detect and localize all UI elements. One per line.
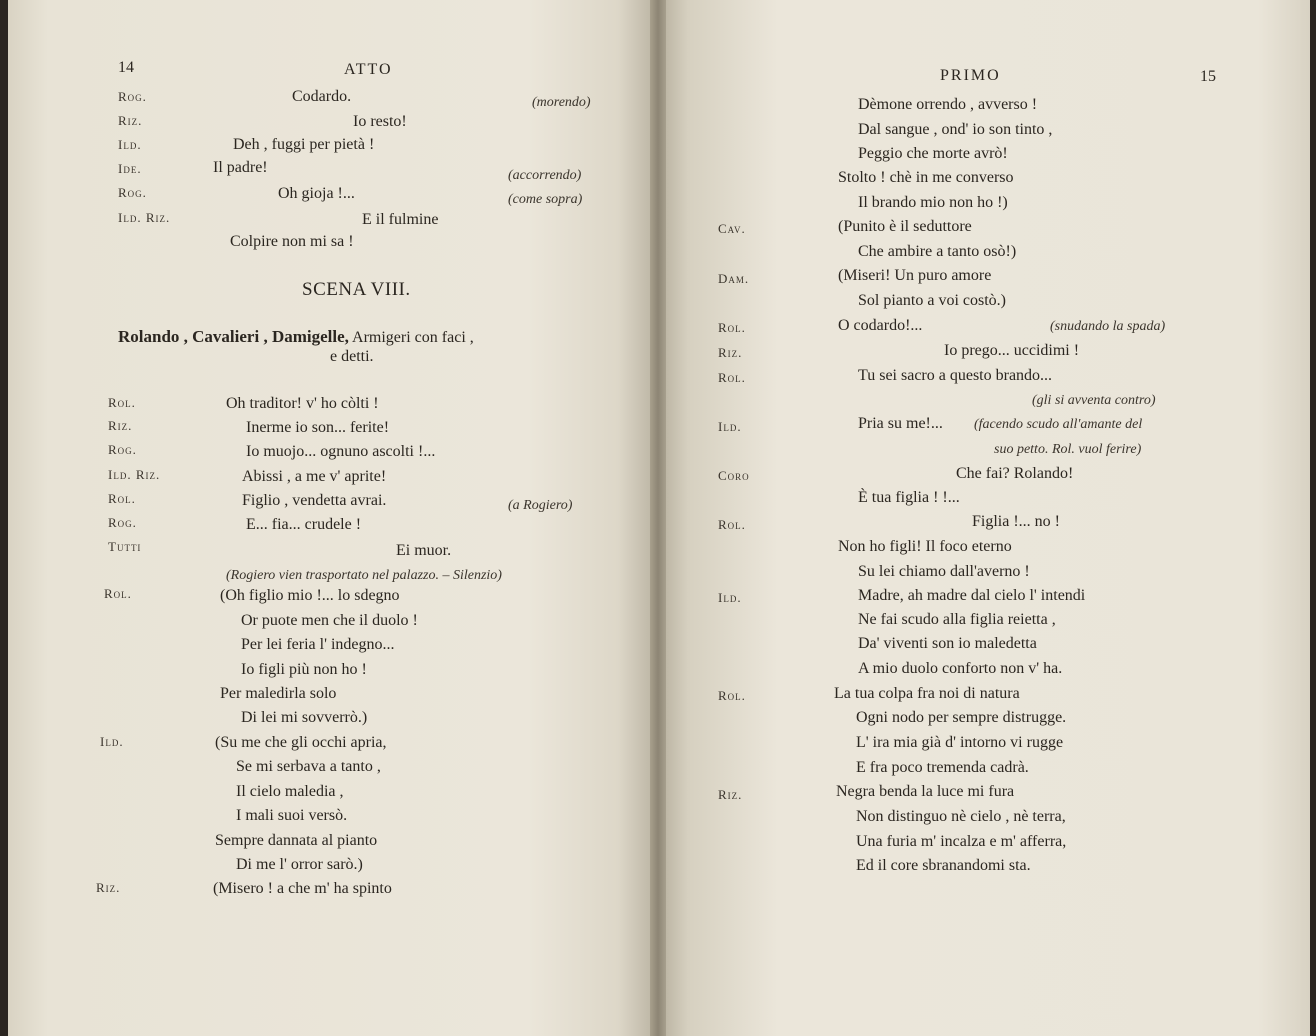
verse-line: Oh gioja !...	[278, 185, 355, 202]
speaker: Tutti	[108, 539, 142, 554]
stage-note: (morendo)	[532, 95, 591, 110]
verse-line: È tua figlia ! !...	[858, 489, 960, 506]
verse-line: O codardo!...	[838, 317, 923, 334]
verse-line: Oh traditor! v' ho còlti !	[226, 395, 379, 412]
stage-note: (a Rogiero)	[508, 498, 573, 513]
speaker: Ild.	[118, 137, 142, 152]
verse-line: Peggio che morte avrò!	[858, 145, 1008, 162]
verse-line: (Oh figlio mio !... lo sdegno	[220, 587, 400, 604]
speaker: Rol.	[108, 395, 136, 410]
verse-line: Sol pianto a voi costò.)	[858, 292, 1006, 309]
verse-line: Per lei feria l' indegno...	[241, 636, 395, 653]
verse-line: Ed il core sbranandomi sta.	[856, 857, 1031, 874]
speaker: Riz.	[718, 345, 743, 360]
speaker: Ild. Riz.	[108, 467, 161, 482]
verse-line: Madre, ah madre dal cielo l' intendi	[858, 587, 1086, 604]
speaker: Rol.	[104, 586, 132, 601]
verse-line: La tua colpa fra noi di natura	[834, 685, 1020, 702]
running-header: PRIMO	[940, 67, 1001, 84]
stage-direction: (Rogiero vien trasportato nel palazzo. – Silenzio)	[226, 568, 502, 583]
verse-line: Una furia m' incalza e m' afferra,	[856, 833, 1067, 850]
speaker: Riz.	[96, 880, 121, 895]
speaker: Ide.	[118, 161, 142, 176]
left-page	[8, 0, 658, 1036]
verse-line: Sempre dannata al pianto	[215, 832, 378, 849]
speaker: Rol.	[718, 320, 746, 335]
speaker: Riz.	[108, 418, 133, 433]
verse-line: E... fia... crudele !	[246, 516, 362, 533]
speaker: Riz.	[118, 113, 143, 128]
verse-line: A mio duolo conforto non v' ha.	[858, 660, 1063, 677]
cast-list	[118, 327, 474, 348]
verse-line: Deh , fuggi per pietà !	[233, 136, 375, 153]
verse-line: Non ho figli! Il foco eterno	[838, 538, 1012, 555]
verse-line: Tu sei sacro a questo brando...	[858, 367, 1053, 384]
verse-line: L' ira mia già d' intorno vi rugge	[856, 734, 1064, 751]
stage-note: (gli si avventa contro)	[1032, 393, 1156, 408]
verse-line: Io prego... uccidimi !	[944, 342, 1080, 359]
verse-line: Figlio , vendetta avrai.	[242, 492, 387, 509]
verse-line: Figlia !... no !	[972, 513, 1060, 530]
verse-line: Non distinguo nè cielo , nè terra,	[856, 808, 1066, 825]
verse-line: Il cielo maledia ,	[236, 783, 344, 800]
verse-line: Abissi , a me v' aprite!	[242, 468, 387, 485]
cast-extras: Armigeri con faci ,	[352, 329, 474, 346]
stage-note: suo petto. Rol. vuol ferire)	[994, 442, 1142, 457]
stage-note: (come sopra)	[508, 192, 583, 207]
speaker: Rol.	[718, 370, 746, 385]
verse-line: Negra benda la luce mi fura	[836, 783, 1015, 800]
verse-line: E fra poco tremenda cadrà.	[856, 759, 1029, 776]
stage-note: (facendo scudo all'amante del	[974, 417, 1143, 432]
verse-line: E il fulmine	[362, 211, 439, 228]
stage-note: (accorrendo)	[508, 168, 582, 183]
book-gutter	[650, 0, 666, 1036]
speaker: Rog.	[108, 442, 137, 457]
speaker: Coro	[718, 468, 750, 483]
speaker: Ild.	[718, 590, 742, 605]
speaker: Ild. Riz.	[118, 210, 171, 225]
verse-line: Che ambire a tanto osò!)	[858, 243, 1017, 260]
verse-line: I mali suoi versò.	[236, 807, 348, 824]
cast-names: Rolando , Cavalieri , Damigelle,	[118, 327, 349, 346]
verse-line: Da' viventi son io maledetta	[858, 635, 1037, 652]
verse-line: Inerme io son... ferite!	[246, 419, 390, 436]
verse-line: Io figli più non ho !	[241, 661, 367, 678]
page-number: 14	[118, 59, 134, 76]
verse-line: (Misero ! a che m' ha spinto	[213, 880, 392, 897]
right-page	[658, 0, 1310, 1036]
verse-line: Dèmone orrendo , avverso !	[858, 96, 1038, 113]
speaker: Rog.	[118, 89, 147, 104]
verse-line: Di lei mi sovverrò.)	[241, 709, 368, 726]
verse-line: Ne fai scudo alla figlia reietta ,	[858, 611, 1056, 628]
verse-line: Or puote men che il duolo !	[241, 612, 418, 629]
speaker: Cav.	[718, 221, 746, 236]
verse-line: Pria su me!...	[858, 415, 943, 432]
speaker: Rog.	[108, 515, 137, 530]
speaker: Dam.	[718, 271, 750, 286]
running-header: ATTO	[344, 61, 393, 78]
verse-line: Se mi serbava a tanto ,	[236, 758, 381, 775]
verse-line: Dal sangue , ond' io son tinto ,	[858, 121, 1053, 138]
verse-line: Ei muor.	[396, 542, 452, 559]
verse-line: Codardo.	[292, 88, 352, 105]
speaker: Rog.	[118, 185, 147, 200]
verse-line: Colpire non mi sa !	[230, 233, 354, 250]
verse-line: (Punito è il seduttore	[838, 218, 972, 235]
verse-line: (Su me che gli occhi apria,	[215, 734, 387, 751]
verse-line: Su lei chiamo dall'averno !	[858, 563, 1030, 580]
verse-line: Di me l' orror sarò.)	[236, 856, 363, 873]
cast-list-cont: e detti.	[330, 348, 374, 365]
verse-line: Io muojo... ognuno ascolti !...	[246, 443, 436, 460]
verse-line: Il padre!	[213, 159, 268, 176]
verse-line: Stolto ! chè in me converso	[838, 169, 1014, 186]
verse-line: Ogni nodo per sempre distrugge.	[856, 709, 1067, 726]
speaker: Riz.	[718, 787, 743, 802]
stage-note: (snudando la spada)	[1050, 319, 1166, 334]
verse-line: Per maledirla solo	[220, 685, 337, 702]
scene-title: SCENA VIII.	[302, 279, 411, 300]
page-number: 15	[1200, 68, 1216, 85]
verse-line: (Miseri! Un puro amore	[838, 267, 992, 284]
speaker: Rol.	[718, 517, 746, 532]
verse-line: Il brando mio non ho !)	[858, 194, 1008, 211]
speaker: Ild.	[718, 419, 742, 434]
speaker: Rol.	[718, 688, 746, 703]
speaker: Ild.	[100, 734, 124, 749]
verse-line: Che fai? Rolando!	[956, 465, 1074, 482]
verse-line: Io resto!	[353, 113, 407, 130]
speaker: Rol.	[108, 491, 136, 506]
